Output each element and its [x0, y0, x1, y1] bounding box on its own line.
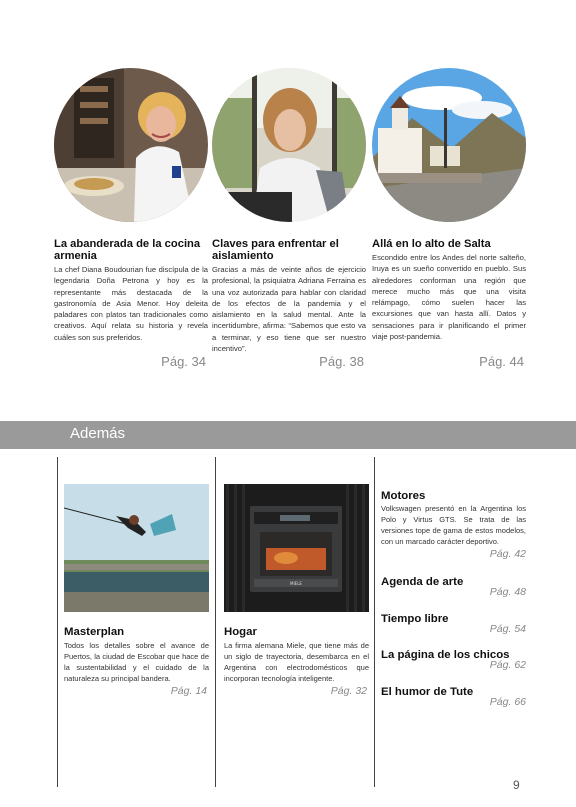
- feature-title: Allá en lo alto de Salta: [372, 238, 491, 250]
- article-title: Tiempo libre: [381, 613, 449, 625]
- humor-de-tute-item: [381, 686, 526, 708]
- column-divider: [374, 457, 375, 787]
- article-title: El humor de Tute: [381, 686, 474, 698]
- article-title: Masterplan: [64, 626, 125, 638]
- oven-brand-label: MIELE: [290, 581, 302, 586]
- feature-salta: [372, 68, 526, 369]
- page-reference: Pág. 38: [319, 354, 364, 369]
- article-title: La página de los chicos: [381, 649, 510, 661]
- column-divider: [57, 457, 58, 787]
- article-title: Motores: [381, 490, 426, 502]
- page-number: 9: [513, 778, 520, 792]
- pagina-de-los-chicos-item: [381, 649, 526, 671]
- feature-title: Claves para enfrentar el aislamiento: [212, 238, 339, 262]
- motores-article: [381, 490, 526, 560]
- oven-photo: [224, 484, 369, 612]
- psychiatrist-photo: [212, 68, 366, 222]
- page-reference: Pág. 62: [489, 659, 526, 671]
- article-title: Hogar: [224, 626, 257, 638]
- wakeboard-photo: [64, 484, 209, 612]
- salta-village-photo: [372, 68, 526, 222]
- feature-cocina-armenia: [54, 68, 208, 369]
- tiempo-libre-item: [381, 613, 526, 635]
- page-reference: Pág. 48: [489, 586, 526, 598]
- hogar-article: [224, 484, 369, 697]
- feature-body: Gracias a más de veinte años de ejercicio profesional, la psiquiatra Adriana Ferraina es una voz autorizada para hablar con claridad de los efectos de la pandemia y el aislamiento en la salud mental. Ante la incertidumbre, afirma: “Sabemos que esto va a terminar, y eso tiene que ser nuestro incentivo”.: [212, 265, 366, 354]
- page-reference: Pág. 34: [161, 354, 206, 369]
- page-reference: Pág. 66: [489, 696, 526, 708]
- feature-title: La abanderada de la cocina armenia: [54, 238, 201, 262]
- chef-photo: [54, 68, 208, 222]
- page-reference: Pág. 42: [489, 548, 526, 560]
- page-reference: Pág. 54: [489, 623, 526, 635]
- page-reference: Pág. 32: [330, 685, 367, 697]
- article-body: Volkswagen presentó en la Argentina los Polo y Virtus GTS. Se trata de las versiones tope de gama de estos modelos, con un marcado carácter deportivo.: [381, 504, 526, 546]
- feature-aislamiento: [212, 68, 366, 369]
- section-title: Además: [70, 425, 126, 442]
- page-reference: Pág. 44: [479, 354, 524, 369]
- feature-body: Escondido entre los Andes del norte salteño, Iruya es un sueño convertido en pueblo. Sus alrededores conforman una región que merece mucho más que una visita relámpago, cómo suelen hacer las excursiones que van hasta allí. Datos y sensaciones para ir planificando el primer viaje post-pandemia.: [372, 253, 526, 342]
- masterplan-article: [64, 484, 209, 697]
- article-body: La firma alemana Miele, que tiene más de un siglo de trayectoria, desembarca en el Argentina con electrodomésticos que incorporan tecnología inteligente.: [224, 641, 369, 683]
- agenda-de-arte-item: [381, 576, 526, 598]
- article-body: Todos los detalles sobre el avance de Puertos, la ciudad de Escobar que hace de la sustentabilidad y el cuidado de la naturaleza su principal bandera.: [64, 641, 209, 683]
- column-divider: [215, 457, 216, 787]
- section-header: [0, 421, 576, 449]
- feature-body: La chef Diana Boudourian fue discípula de la legendaria Doña Petrona y hoy es la representante más destacada de la gastronomía de Asia Menor. Hoy deleita paladares con platos tan tradicionales como creativos. Aquí relata su historia y revela cuáles son sus preferidos.: [54, 265, 208, 342]
- article-title: Agenda de arte: [381, 576, 464, 588]
- page-reference: Pág. 14: [170, 685, 207, 697]
